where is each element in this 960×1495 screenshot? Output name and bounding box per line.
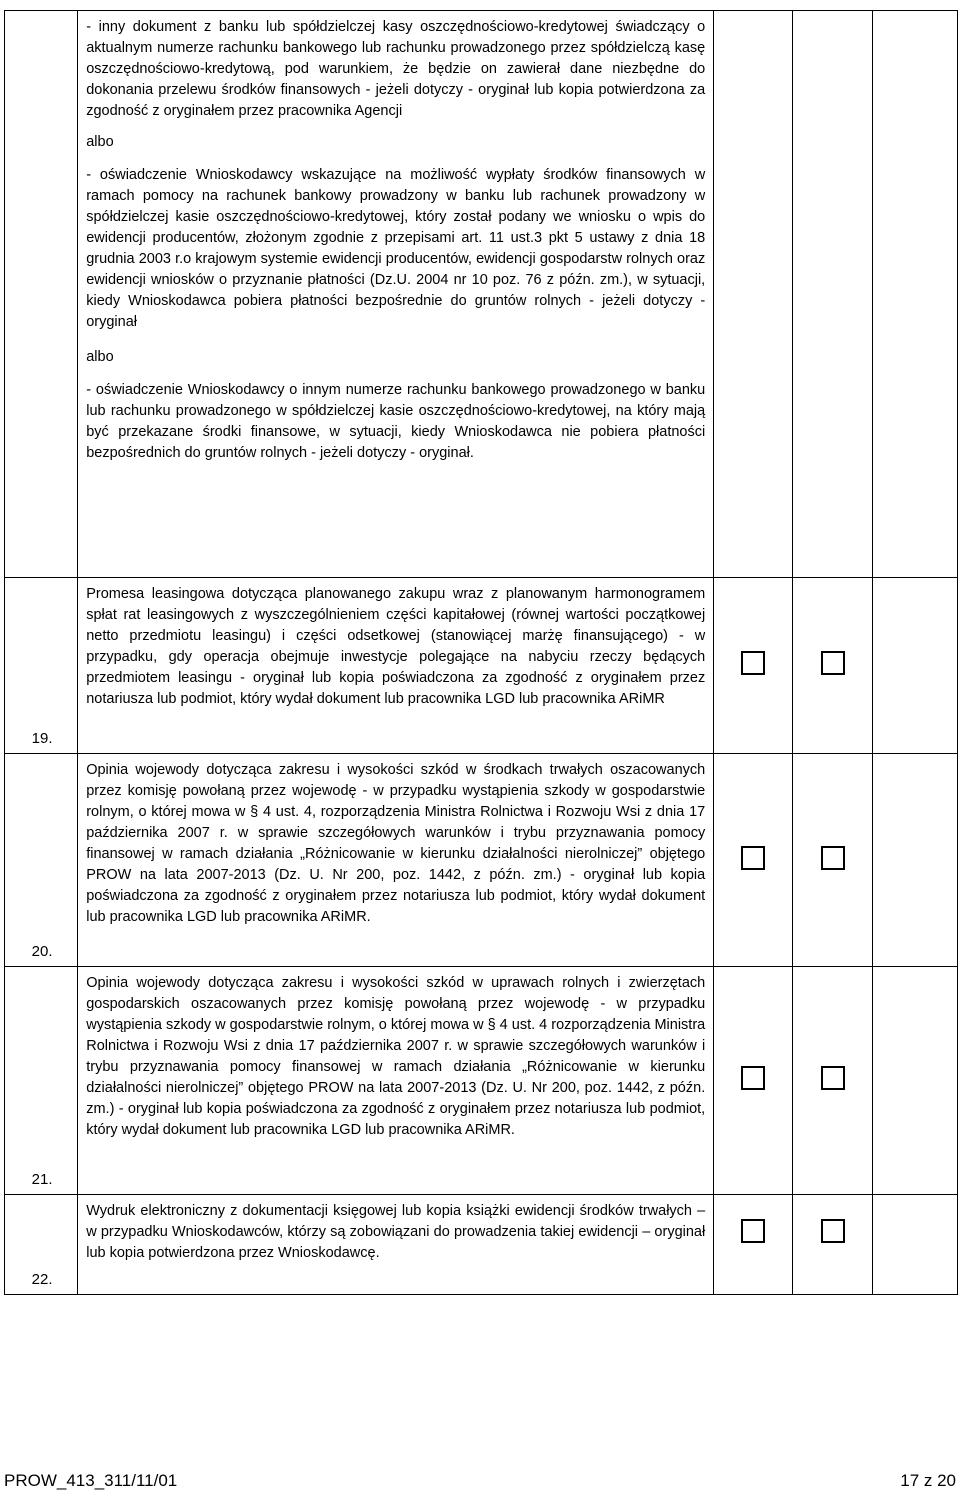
- empty-cell: [872, 754, 957, 967]
- checkbox-cell: [793, 754, 872, 967]
- paragraph-text: Promesa leasingowa dotycząca planowanego zakupu wraz z planowanym harmonogramem spłat rat leasingowych z wyszczególnieniem części kapitałowej (równej wartości początkowej netto przedmiotu leasingu) i części odsetkowej (stanowiącej marżę finansującego) - w przypadku, gdy operacja obejmuje inwestycje polegające na nabyciu rzeczy będących przedmiotem leasingu - oryginał lub kopia poświadczona za zgodność z oryginałem przez notariusza lub podmiot, który wydał dokument lub pracownika LGD lub pracownika ARiMR: [86, 586, 706, 707]
- checkbox-cell: [714, 578, 793, 754]
- table-row: [5, 754, 958, 967]
- checkbox-no[interactable]: [821, 1066, 845, 1090]
- row-number: 19.: [5, 578, 78, 754]
- empty-cell: [793, 11, 872, 578]
- checkbox-cell: [714, 754, 793, 967]
- checkbox-cell: [793, 1195, 872, 1295]
- checkbox-cell: [793, 578, 872, 754]
- row-description: [78, 578, 714, 754]
- table-row: [5, 1195, 958, 1295]
- table-row: [5, 578, 958, 754]
- empty-cell: [872, 578, 957, 754]
- checkbox-yes[interactable]: [741, 846, 765, 870]
- row-number: 21.: [5, 967, 78, 1195]
- table-row: [5, 967, 958, 1195]
- paragraph-albo: albo: [86, 349, 114, 365]
- paragraph-statement-account: - oświadczenie Wnioskodawcy wskazujące na możliwość wypłaty środków finansowych w ramach pomocy na rachunek bankowy prowadzony w banku lub rachunek prowadzony w spółdzielczej kasie oszczędnościowo-kredytowej, który został podany we wniosku o wpis do ewidencji producentów, złożonym zgodnie z przepisami art. 11 ust.3 pkt 5 ustawy z dnia 18 grudnia 2003 r.o krajowym systemie ewidencji producentów, ewidencji gospodarstw rolnych oraz ewidencji wniosków o przyznanie płatności (Dz.U. 2004 nr 10 poz. 76 z późn. zm.), w sytuacji, kiedy Wnioskodawca pobiera płatności bezpośrednie do gruntów rolnych - jeżeli dotyczy - oryginał: [86, 167, 706, 330]
- paragraph-bank-document: - inny dokument z banku lub spółdzielczej kasy oszczędnościowo-kredytowej świadczący o aktualnym numerze rachunku bankowego lub rachunku prowadzonego przez spółdzielczą kasę oszczędnościowo-kredytową, pod warunkiem, że będzie on zawierał dane niezbędne do dokonania przelewu środków finansowych - jeżeli dotyczy - oryginał lub kopia potwierdzona za zgodność z oryginałem przez pracownika Agencji: [86, 19, 706, 119]
- checkbox-cell: [714, 1195, 793, 1295]
- empty-cell: [872, 1195, 957, 1295]
- row-description: [78, 967, 714, 1195]
- row-description: [78, 11, 714, 578]
- empty-cell: [872, 11, 957, 578]
- paragraph-albo: albo: [86, 134, 114, 150]
- checkbox-yes[interactable]: [741, 1066, 765, 1090]
- row-number: 20.: [5, 754, 78, 967]
- paragraph-text: Wydruk elektroniczny z dokumentacji księgowej lub kopia książki ewidencji środków trwałych – w przypadku Wnioskodawców, którzy są zobowiązani do prowadzenia takiej ewidencji – oryginał lub kopia potwierdzona przez Wnioskodawcę.: [86, 1203, 706, 1261]
- paragraph-statement-other-account: - oświadczenie Wnioskodawcy o innym numerze rachunku bankowego prowadzonego w banku lub rachunku prowadzonego w spółdzielczej kasie oszczędnościowo-kredytowej, na który mają być przekazane środki finansowe, w sytuacji, kiedy Wnioskodawca nie pobiera płatności bezpośrednich do gruntów rolnych - jeżeli dotyczy - oryginał.: [86, 382, 706, 461]
- row-number: 22.: [5, 1195, 78, 1295]
- checkbox-no[interactable]: [821, 846, 845, 870]
- paragraph-text: Opinia wojewody dotycząca zakresu i wysokości szkód w środkach trwałych oszacowanych przez komisję powołaną przez wojewodę - w przypadku wystąpienia szkody w gospodarstwie rolnym, o której mowa w § 4 ust. 4, rozporządzenia Ministra Rolnictwa i Rozwoju Wsi z dnia 17 października 2007 r. w sprawie szczegółowych warunków i trybu przyznawania pomocy finansowej w ramach działania „Różnicowanie w kierunku działalności nierolniczej” objętego PROW na lata 2007-2013 (Dz. U. Nr 200, poz. 1442, z późn. zm.) - oryginał lub kopia poświadczona za zgodność z oryginałem przez notariusza lub podmiot, który wydał dokument lub pracownika LGD lub pracownika ARiMR.: [86, 762, 706, 925]
- checkbox-yes[interactable]: [741, 651, 765, 675]
- checkbox-no[interactable]: [821, 651, 845, 675]
- checkbox-yes[interactable]: [741, 1219, 765, 1243]
- row-description: [78, 754, 714, 967]
- empty-cell: [872, 967, 957, 1195]
- checkbox-cell: [714, 967, 793, 1195]
- paragraph-text: Opinia wojewody dotycząca zakresu i wysokości szkód w uprawach rolnych i zwierzętach gospodarskich oszacowanych przez komisję powołaną przez wojewodę - w przypadku wystąpienia szkody w gospodarstwie rolnym, o której mowa w § 4 ust. 4 rozporządzenia Ministra Rolnictwa i Rozwoju Wsi z dnia 17 października 2007 r. w sprawie szczegółowych warunków i trybu przyznawania pomocy finansowej w ramach działania „Różnicowanie w kierunku działalności nierolniczej” objętego PROW na lata 2007-2013 (Dz. U. Nr 200, poz. 1442, z późn. zm.) - oryginał lub kopia poświadczona za zgodność z oryginałem przez notariusza lub podmiot, który wydał dokument lub pracownika LGD lub pracownika ARiMR.: [86, 975, 706, 1138]
- document-checklist-table: [4, 10, 958, 1295]
- row-description: [78, 1195, 714, 1295]
- checkbox-cell: [793, 967, 872, 1195]
- footer-document-code: PROW_413_311/11/01: [4, 1471, 178, 1490]
- empty-cell: [714, 11, 793, 578]
- checkbox-no[interactable]: [821, 1219, 845, 1243]
- footer-page-number: 17 z 20: [900, 1471, 956, 1490]
- row-number: [5, 11, 78, 578]
- table-row-continuation: [5, 11, 958, 578]
